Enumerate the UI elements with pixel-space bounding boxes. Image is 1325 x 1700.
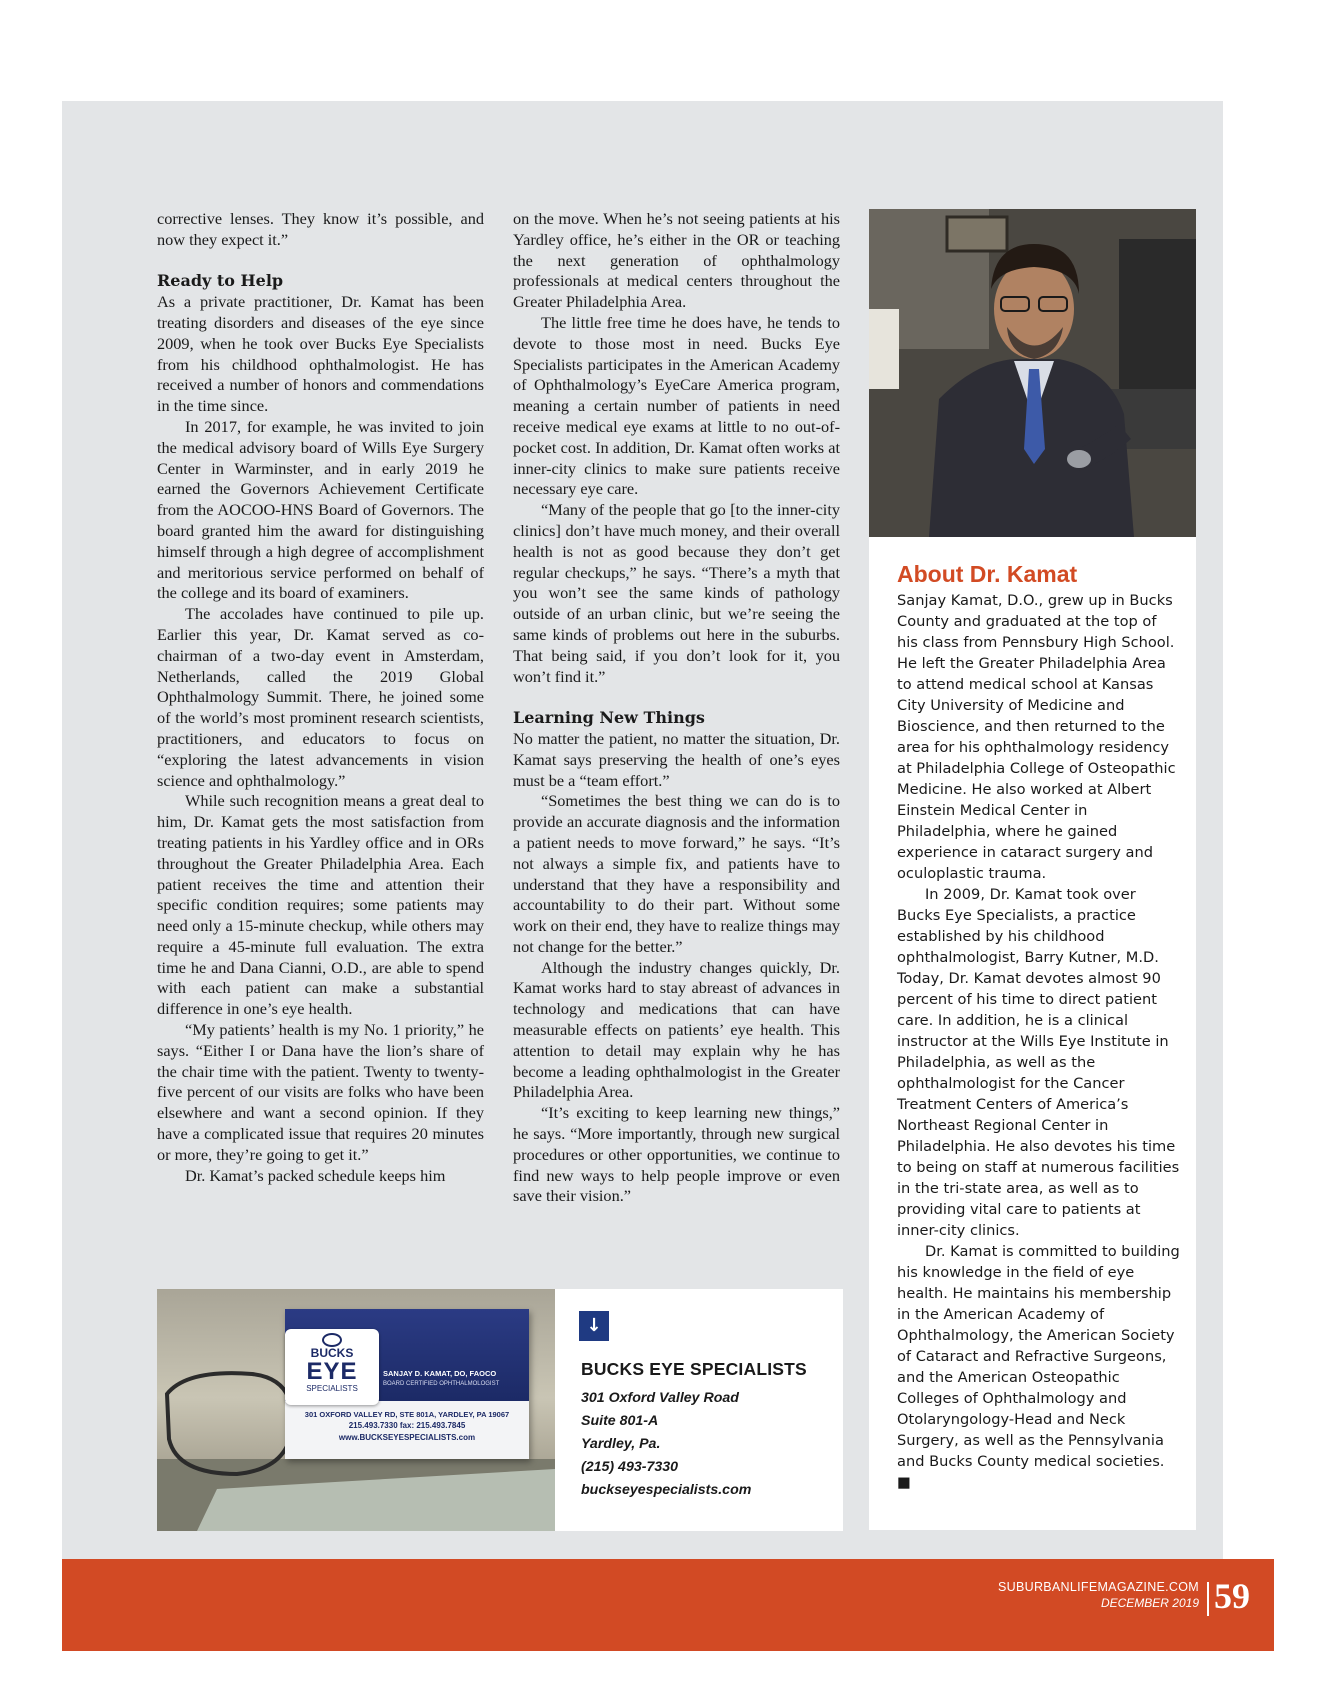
subheading-ready-to-help: Ready to Help bbox=[157, 271, 284, 291]
card-website: www.BUCKSEYESPECIALISTS.com bbox=[338, 1433, 476, 1442]
paragraph: on the move. When he’s not seeing patients at his Yardley office, he’s either in the OR or teaching the next generation of ophthalmology professionals at medical centers throughout the Greater Philadelphia Area. bbox=[513, 209, 840, 312]
card-name: SANJAY D. KAMAT, DO, FAOCO bbox=[383, 1369, 497, 1378]
sidebar-title: About Dr. Kamat bbox=[897, 561, 1078, 587]
paragraph: “It’s exciting to keep learning new things,” he says. “More importantly, through new surgical procedures or other opportunities, we continue to find new ways to help people improve or even save their vision.” bbox=[513, 1103, 840, 1206]
paragraph: corrective lenses. They know it’s possible, and now they expect it.” bbox=[157, 209, 484, 249]
phone-number: (215) 493-7330 bbox=[581, 1459, 679, 1475]
footer-divider bbox=[1207, 1582, 1209, 1616]
footer-issue-date: DECEMBER 2019 bbox=[1100, 1596, 1199, 1610]
article-column-2 bbox=[513, 209, 840, 1207]
business-card-photo bbox=[157, 1289, 555, 1531]
business-card bbox=[285, 1309, 529, 1459]
paragraph: “Many of the people that go [to the inner-city clinics] don’t have much money, and their overall health is not as good because they don’t get regular checkups,” he says. “There’s a myth that you won’t see the same kinds of pathology outside of an urban clinic, but we’re seeing the same kinds of problems out here in the suburbs. That being said, if you don’t look for it, you won’t find it.” bbox=[513, 500, 840, 686]
sidebar-paragraph: In 2009, Dr. Kamat took over Bucks Eye Specialists, a practice established by his childhood ophthalmologist, Barry Kutner, M.D. Today, Dr. Kamat devotes almost 90 percent of his time to direct patient care. In addition, he is a clinical instructor at the Wills Eye Institute in Philadelphia, as well as the ophthalmologist for the Cancer Treatment Centers of America’s Northeast Regional Center in Philadelphia. He also devotes his time to being on staff at numerous facilities in the tri-state area, as well as to providing vital care to patients at inner-city clinics. bbox=[897, 886, 1180, 1239]
paragraph: “Sometimes the best thing we can do is to provide an accurate diagnosis and the information a patient needs to move forward,” he says. “It’s not always a simple fix, and patients have to understand that they have a responsibility and accountability to do their part. Without some work on their end, they have to realize things may not change for the better.” bbox=[513, 791, 840, 956]
footer-site-url: SUBURBANLIFEMAGAZINE.COM bbox=[998, 1580, 1199, 1594]
eye-icon bbox=[322, 1333, 342, 1347]
paragraph: As a private practitioner, Dr. Kamat has been treating disorders and diseases of the eye since 2009, when he took over Bucks Eye Specialists from his childhood ophthalmologist. He has received a number of honors and commendations in the time since. bbox=[157, 292, 484, 416]
sidebar-paragraph: Dr. Kamat is committed to building his knowledge in the field of eye health. He maintains his membership in the American Academy of Ophthalmology, the American Society of Cataract and Refractive Surgeons, and the American Osteopathic Colleges of Ophthalmology and Otolaryngology-Head and Neck Surgery, as well as the Pennsylvania and Bucks County medical societies. ■ bbox=[897, 1243, 1180, 1491]
paragraph: The little free time he does have, he tends to devote to those most in need. Bucks Eye Specialists participates in the American Academy of Ophthalmology’s EyeCare America program, meaning a certain number of patients in need receive medical eye exams at little to no out-of-pocket cost. In addition, Dr. Kamat often works at inner-city clinics to make sure patients receive necessary eye care. bbox=[513, 312, 840, 499]
practice-contact bbox=[581, 1387, 837, 1502]
paragraph: The accolades have continued to pile up. Earlier this year, Dr. Kamat served as co-chairman of a two-day event in Amsterdam, Netherlands, called the 2019 Global Ophthalmology Summit. There, he joined some of the world’s most prominent research scientists, practitioners, and educators to focus on “exploring the latest advancements in vision science and ophthalmology.” bbox=[157, 604, 484, 790]
website-link[interactable]: buckseyespecialists.com bbox=[581, 1482, 752, 1498]
portrait-illustration bbox=[869, 209, 1196, 537]
card-phone: 215.493.7330 fax: 215.493.7845 bbox=[348, 1421, 466, 1430]
practice-info-box bbox=[555, 1289, 843, 1531]
paragraph: While such recognition means a great deal to him, Dr. Kamat gets the most satisfaction from treating patients in his Yardley office and in ORs throughout the Greater Philadelphia Area. Each patient receives the time and attention their specific condition requires; some patients may need only a 15-minute checkup, while others may require a 45-minute full evaluation. The extra time he and Dana Cianni, O.D., are able to spend with each patient can make a substantial difference in one’s eye health. bbox=[157, 791, 484, 1019]
paragraph: No matter the patient, no matter the situation, Dr. Kamat says preserving the health of one’s eyes must be a “team effort.” bbox=[513, 728, 840, 790]
practice-name: BUCKS EYE SPECIALISTS bbox=[581, 1359, 807, 1379]
paragraph: In 2017, for example, he was invited to join the medical advisory board of Wills Eye Surgery Center in Warminster, and in early 2019 he earned the Governors Achievement Certificate from the AOCOO-HNS Board of Governors. The board granted him the award for distinguishing himself through a high degree of accomplishment and meritorious service performed on behalf of the college and its board of examiners. bbox=[157, 416, 484, 603]
about-sidebar bbox=[897, 560, 1182, 1493]
address-line-2: Suite 801-A bbox=[581, 1413, 659, 1429]
doctor-portrait-photo bbox=[869, 209, 1196, 537]
page-number: 59 bbox=[1214, 1576, 1250, 1616]
paragraph: Dr. Kamat’s packed schedule keeps him bbox=[185, 1165, 446, 1185]
arrow-down-icon: ↓ bbox=[579, 1311, 609, 1341]
sidebar-paragraph: Sanjay Kamat, D.O., grew up in Bucks County and graduated at the top of his class from Pennsbury High School. He left the Greater Philadelphia Area to attend medical school at Kansas City University of Medicine and Bioscience, and then returned to the area for his ophthalmology residency at Philadelphia College of Osteopathic Medicine. He also worked at Albert Einstein Medical Center in Philadelphia, where he gained experience in cataract surgery and oculoplastic trauma. bbox=[897, 592, 1176, 882]
address-line-1: 301 Oxford Valley Road bbox=[581, 1390, 739, 1406]
city-line: Yardley, Pa. bbox=[581, 1436, 661, 1452]
paragraph: Although the industry changes quickly, Dr. Kamat works hard to stay abreast of advances in technology and medications that can have measurable effects on patients’ eye health. This attention to detail may explain why he has become a leading ophthalmologist in the Greater Philadelphia Area. bbox=[513, 957, 840, 1102]
card-address: 301 OXFORD VALLEY RD, STE 801A, YARDLEY, PA 19067 bbox=[304, 1410, 510, 1419]
footer-bar bbox=[62, 1559, 1274, 1651]
subheading-learning-new-things: Learning New Things bbox=[513, 708, 705, 728]
paragraph: “My patients’ health is my No. 1 priority,” he says. “Either I or Dana have the lion’s share of the chair time with the patient. Twenty to twenty-five percent of our visits are folks who have been elsewhere and want a second opinion. If they have a complicated issue that requires 20 minutes or more, they’re going to get it.” bbox=[157, 1020, 484, 1164]
bucks-eye-logo: BUCKS EYE SPECIALISTS bbox=[285, 1329, 379, 1405]
card-title: BOARD CERTIFIED OPHTHALMOLOGIST bbox=[383, 1381, 500, 1387]
article-column-1 bbox=[157, 209, 484, 1186]
